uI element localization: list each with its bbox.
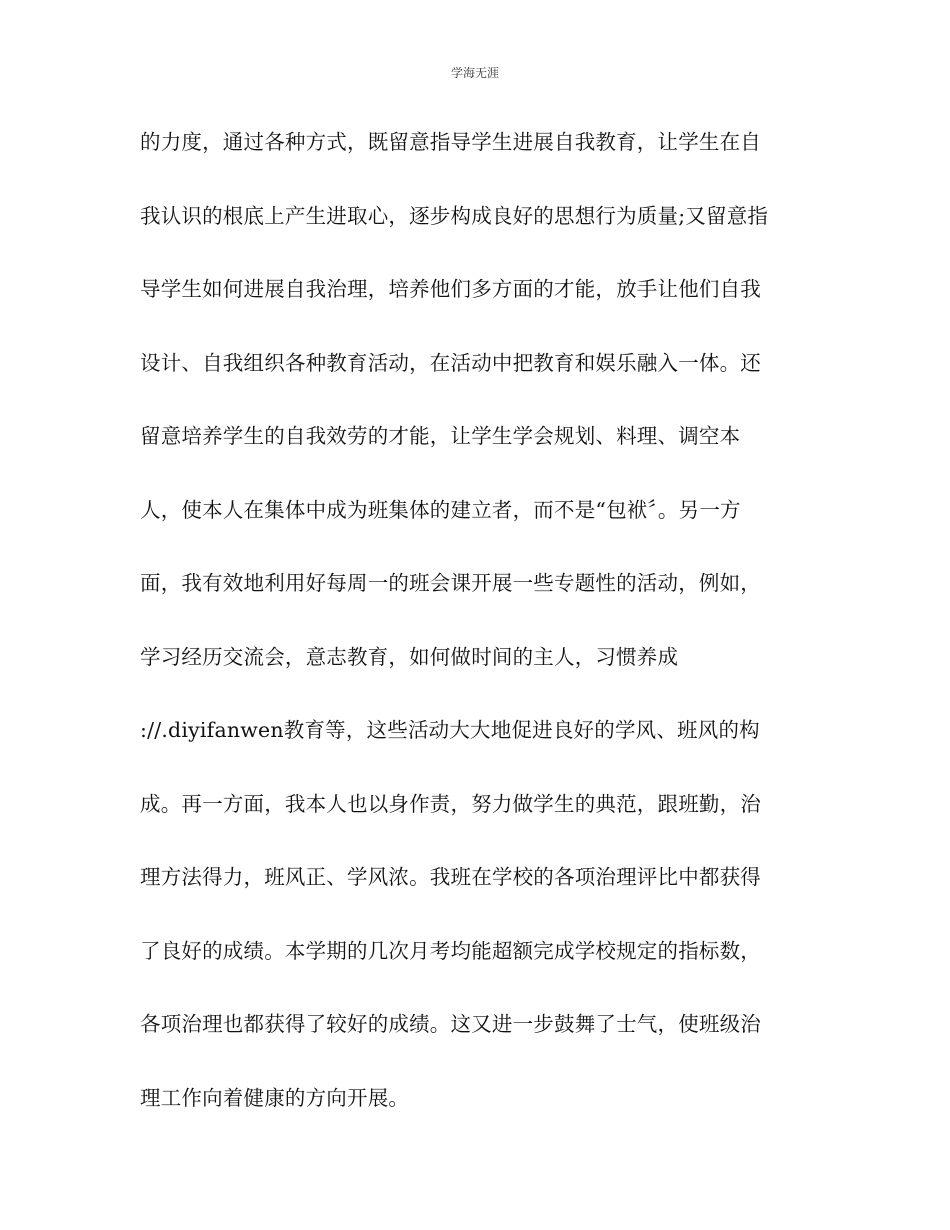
- text-line: 人，使本人在集体中成为班集体的建立者，而不是“包袱〞。另一方: [140, 497, 741, 522]
- text-line: 学习经历交流会，意志教育，如何做时间的主人，习惯养成: [140, 644, 679, 669]
- text-line: 各项治理也都获得了较好的成绩。这又进一步鼓舞了士气，使班级治: [140, 1012, 761, 1036]
- text-line: 设计、自我组织各种教育活动，在活动中把教育和娱乐融入一体。还: [140, 350, 761, 375]
- text-line: ://.diyifanwen教育等，这些活动大大地促进良好的学风、班风的构: [140, 718, 760, 742]
- text-line: 我认识的根底上产生进取心，逐步构成良好的思想行为质量;又留意指: [140, 203, 769, 228]
- text-line: 了良好的成绩。本学期的几次月考均能超额完成学校规定的指标数，: [140, 938, 761, 963]
- document-body: [140, 122, 820, 1151]
- text-line: 面，我有效地利用好每周一的班会课开展一些专题性的活动，例如，: [140, 571, 761, 595]
- text-line: 导学生如何进展自我治理，培养他们多方面的才能，放手让他们自我: [140, 277, 761, 301]
- text-line: 理工作向着健康的方向开展。: [140, 1085, 410, 1110]
- text-line: 成。再一方面，我本人也以身作责，努力做学生的典范，跟班勤，治: [140, 791, 761, 816]
- page-header: 学海无涯: [450, 66, 499, 80]
- text-line: 的力度，通过各种方式，既留意指导学生进展自我教育，让学生在自: [140, 130, 761, 154]
- text-line: 留意培养学生的自我效劳的才能，让学生学会规划、料理、调空本: [140, 424, 741, 448]
- text-line: 理方法得力，班风正、学风浓。我班在学校的各项治理评比中都获得: [140, 865, 761, 889]
